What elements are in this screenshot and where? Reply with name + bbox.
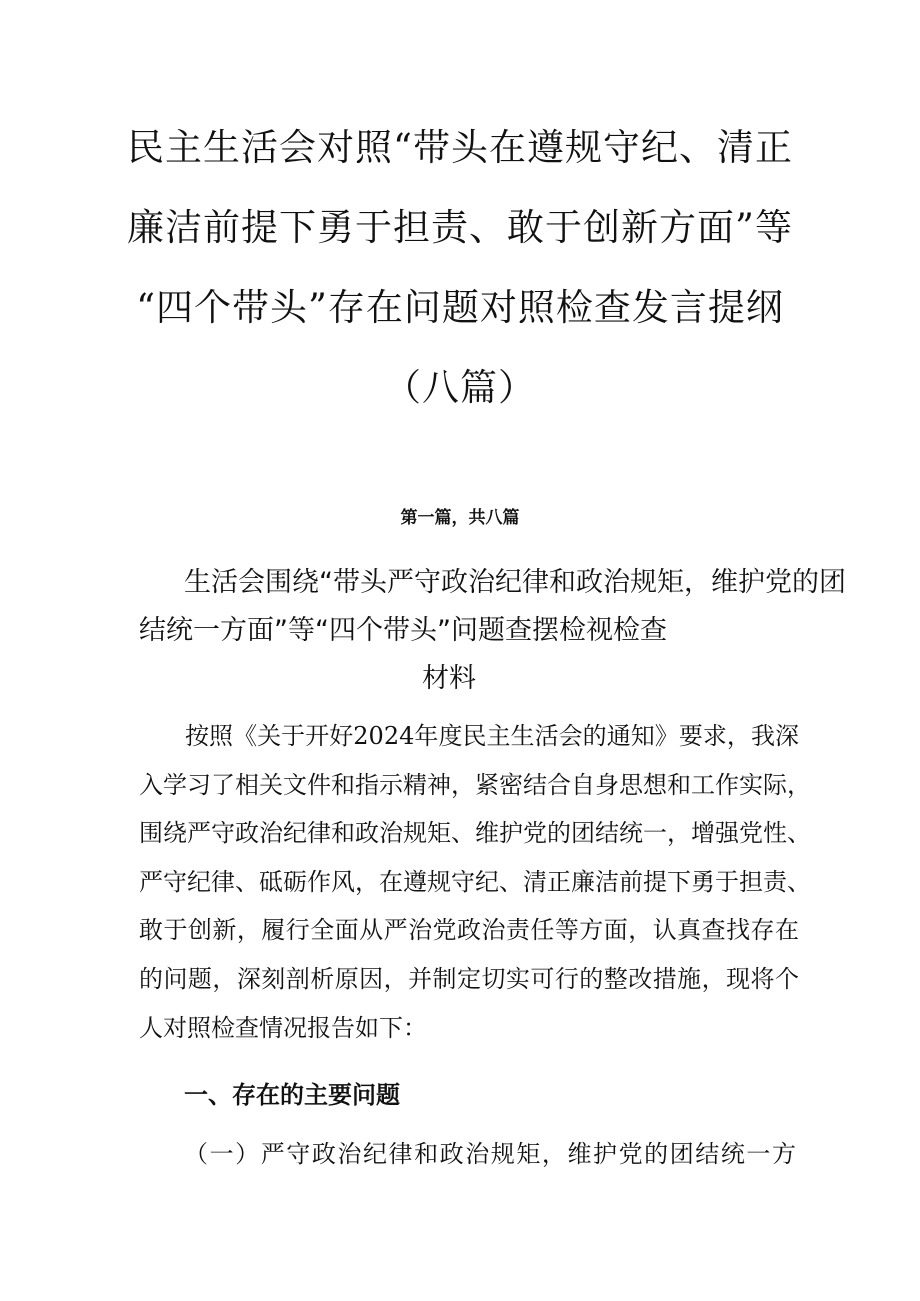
article-title xyxy=(139,559,846,703)
body-line: 人对照检查情况报告如下： xyxy=(139,1013,427,1042)
body-line: 的问题，深刻剖析原因，并制定切实可行的整改措施，现将个 xyxy=(139,964,799,993)
body-line: 敢于创新，履行全面从严治党政治责任等方面，认真查找存在 xyxy=(139,916,799,945)
body-line: 入学习了相关文件和指示精神，紧密结合自身思想和工作实际， xyxy=(139,770,811,799)
article-title-line-2: 结统一方面”等“四个带头”问题查摆检视检查 xyxy=(139,615,667,646)
subsection-line: （一）严守政治纪律和政治规矩，维护党的团结统一方 xyxy=(184,1140,796,1168)
body-line: 严守纪律、砥砺作风，在遵规守纪、清正廉洁前提下勇于担责、 xyxy=(139,867,811,896)
main-title-line-1: 民主生活会对照“带头在遵规守纪、清正 xyxy=(127,126,793,169)
main-title-line-3: “四个带头”存在问题对照检查发言提纲 xyxy=(136,286,784,329)
main-title-line-4: （八篇） xyxy=(384,366,536,409)
part-label: 第一篇，共八篇 xyxy=(400,508,520,528)
main-title-line-2: 廉洁前提下勇于担责、敢于创新方面”等 xyxy=(127,206,793,249)
body-paragraph xyxy=(139,712,811,1052)
article-title-line-1: 生活会围绕“带头严守政治纪律和政治规矩，维护党的团 xyxy=(184,567,846,598)
article-title-line-3: 材料 xyxy=(422,663,476,694)
body-line: 按照《关于开好2024年度民主生活会的通知》要求，我深 xyxy=(185,722,799,750)
main-title xyxy=(120,118,800,438)
section-heading: 一、存在的主要问题 xyxy=(184,1080,400,1109)
body-line: 围绕严守政治纪律和政治规矩、维护党的团结统一，增强党性、 xyxy=(139,819,811,848)
